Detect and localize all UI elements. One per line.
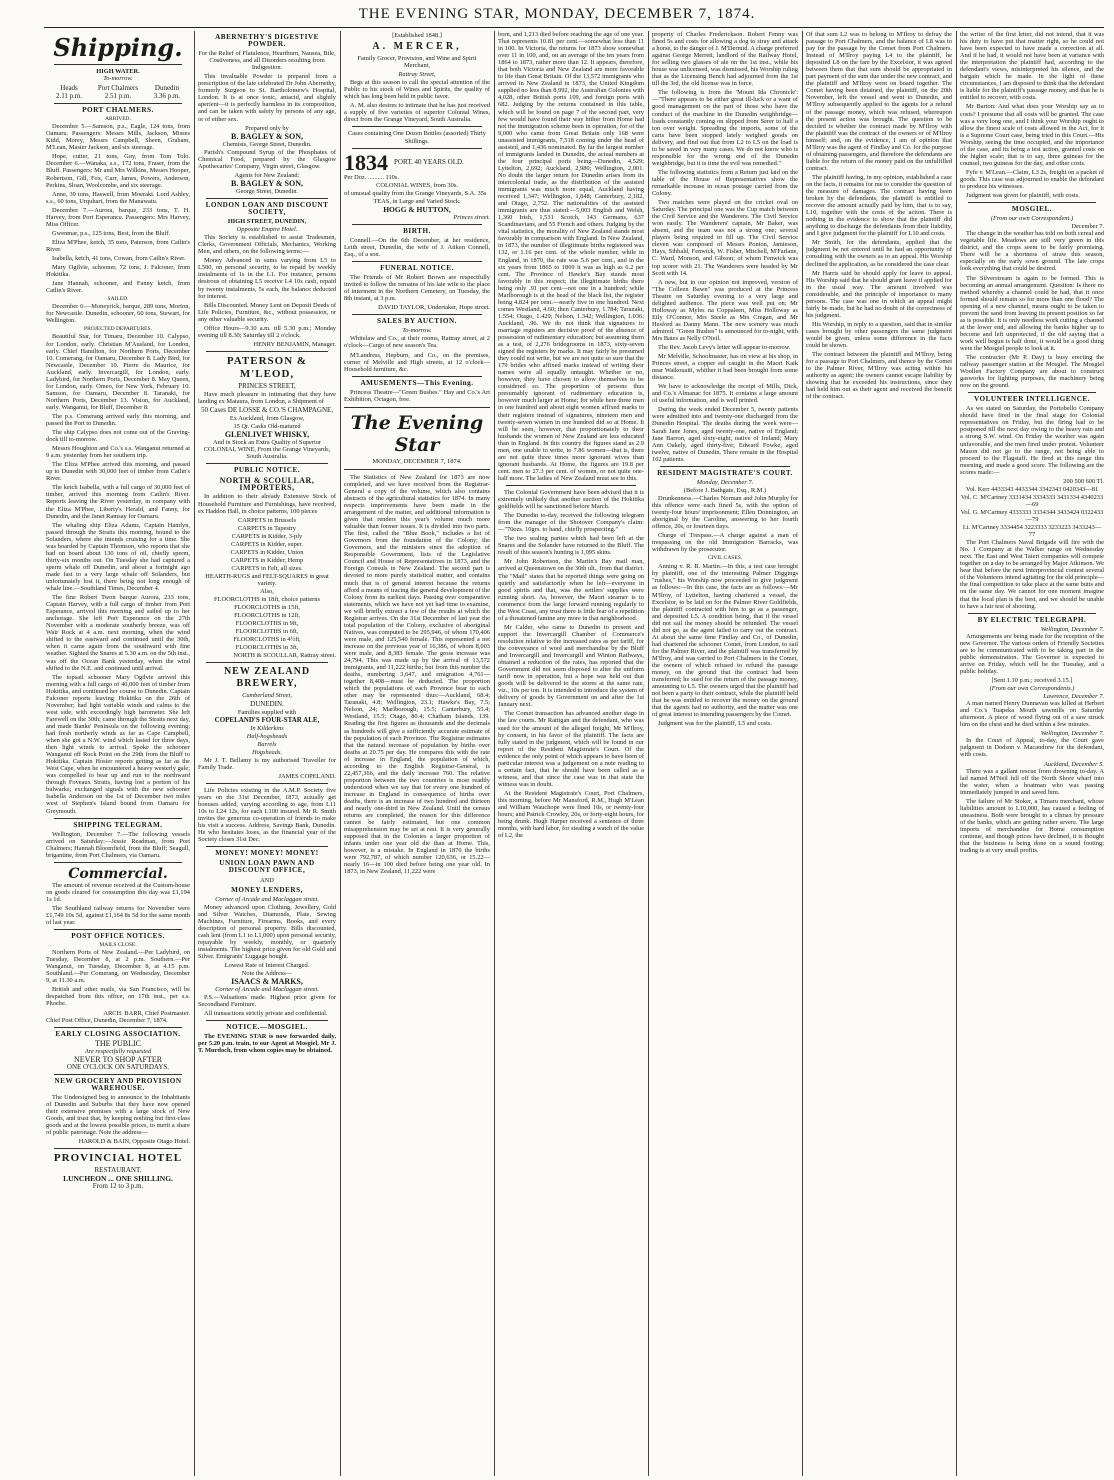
civil-text: Judgment was for the plaintiff, L5 and costs. [658, 720, 773, 728]
floorcloth-list [198, 596, 336, 651]
news-paragraph: The following statistics from a Return just laid on the table of the House of Representatives show the remarkable increase in ocean postage carried from the Colony. [652, 168, 798, 198]
sailed-text: December 6.—Moneyrick, barque, 289 tons, Morton, for Newcastle. Dunedin, schooner, 60 tons, Stewart, for Wellington. [46, 303, 190, 325]
civil-text: Anning v. R. B. Martin.—In this, a test case brought by plaintiff, one of the interesting Palmer Diggings "rushes," his Worship now proceeded to give judgment as follows:—In this case, the facts are as follows:—Mr M'Ilroy, of Lyttelton, having chartered a vessel, the Excelsior, to be laid on for the Palmer River Goldfields, the plaintiff contracted with him to go as a passenger, and deposited L5. A condition being, that if the vessel did not sail the money should be refunded. The vessel did not go, as the agent failed to carry out the contract. At about the same time Findlay and Co., of Dunedin, had chartered the schooner Comet, from London, to sail for the Palmer River, and the plaintiff was transferred by M'Ilroy, and was carried to Port Chalmers in the Comet, the owners of which refused to refund the passage money, on the ground that the contract had been transferred; he sued for the return of the passage money, amounting to L5. The owners urged that the plaintiff had not been a party to their contract, while the plaintiff held that he was entitled to recover the money on the ground that the agents had no authority, and the matter was one of great interest to intending passengers by the Comet. [652, 563, 798, 719]
news-paragraph: We have to acknowledge the receipt of Mills, Dick, and Co.'s Almanac for 1875. It contains a large amount of useful information, and is well printed. [652, 383, 798, 405]
postmaster-signature: ARCH. BARR, Chief Postmaster. [103, 1009, 190, 1017]
port-chalmers-heading: PORT CHALMERS. [82, 106, 154, 115]
public-notice-heading: PUBLIC NOTICE. [233, 466, 301, 475]
carpet-item: CARPETS in Kidder, super. [231, 540, 303, 548]
prepared-label: Prepared only by [245, 124, 289, 132]
mosgiel-notice-heading: NOTICE.—MOSGIEL. [226, 1023, 308, 1032]
score-row: Vol. Kerr 4433343 4433344 3342343 0420343—81 [965, 485, 1099, 493]
early-closing-line: ONE O'CLOCK ON SATURDAYS. [66, 1062, 170, 1071]
powder-text: This invaluable Powder is prepared from a prescription of the late celebrated Dr John Abernethy, formerly Surgeon to St. Bartholomew's Hospital, London. It is at once tonic, antacid, and slightly aperient—it is perfectly harmless in its composition, and can be taken with safety by persons of any age, or of either sex. [198, 73, 336, 123]
paterson-line: 15 Qr. Casks Old-matured [233, 423, 301, 431]
shipping-telegram-heading: SHIPPING TELEGRAM. [73, 820, 163, 829]
and-label: AND [260, 876, 274, 884]
loan-heading: LONDON LOAN AND DISCOUNT SOCIETY, [205, 200, 329, 217]
news-paragraph: The Rev. Jacob Levy's letter will appear to-morrow. [658, 344, 791, 352]
sales-text: M'Landress, Hepburn, and Co., on the premises, corner of Melville and High streets, at 12 o'clock—Household furniture, &c. [344, 351, 490, 373]
mercer-text: Begs at this season to call the special attention of the Public to his stock of Wines and Spirits, the quality of which has long been held in public favor. [344, 79, 490, 101]
bellamy-text: Mr J. T. Bellamy is my authorised Traveller for Family Trade. [198, 756, 336, 771]
masthead-rule [44, 27, 1104, 28]
union-heading: UNION LOAN PAWN AND DISCOUNT OFFICE, [219, 859, 315, 875]
volunteer-text: The Port Chalmers Naval Brigade will fire with the No. 1 Company at the Walker range on Wednesday next. The East and West Taieri companies will compete together on a day to be arranged by Major Atkinson. We hear that before the next Interprovincial contest several of the Volunteers intend agitating for the old principle—the final competition to take place at the same butts and on the same day. We cannot for one moment imagine that the local plan is the best, and we should be unable to have a fair test of shooting. [960, 539, 1104, 610]
funeral-text: The Friends of Mr Robert Brown are respectfully invited to follow the remains of his late wife to the place of interment in the Northern Cemetery, on Tuesday, the 8th instant, at 3 p.m. [344, 274, 490, 303]
court-paragraph: Judgment was given for plaintiff, with costs. [966, 192, 1080, 200]
volunteer-text: As we stated on Saturday, the Portobello Company should have fired in the final stage for Colonial representatives on Friday, but the firing had to be postponed till the next day owing to the heavy rain and a strong S.W. wind. On Friday the weather was again unfavorable, and the men fired under protest. Volunteer Mason did not go to the range, not being able to proceed to the Flagstaff. He fired at this range this morning, and made a good score. The following are the scores made:— [960, 405, 1104, 476]
tide-port: Port Chalmers 2.51 p.m. [97, 84, 139, 101]
telegram-received: [Sent 1.10 p.m.; received 3.15.] [991, 676, 1073, 684]
grocery-text: The Undersigned beg to announce to the Inhabitants of Dunedin and Suburbs that they have now opened their extensive premises with a large stock of New Goods, and trust that, by keeping nothing but first-class goods and at the lowest possible prices, to merit a share of public patronage. Note the address— [46, 1093, 190, 1137]
news-paragraph: Two matches were played on the cricket oval on Saturday. The principal one was the Cup match between the Civil Service and the Wanderers. The Civil Service won easily. The Wanderers' captain, Mr Baker, was absent, and the team was not a strong one; several players being required to fill up. The Civil Service eleven was composed of Messrs Ponton, Jamieson, Hays, Sibbald, Fenwick, W. Fisher, Mitchell, M'Farlane, C. Ward, Monson, and Gibson; of whom Fenwick was top scorer with 21. The Wanderers were headed by Mr Scott with 14. [652, 199, 798, 277]
sales-heading: SALES BY AUCTION. [377, 317, 457, 326]
shipping-note: The ketch Isabella, with a full cargo of 30,000 feet of timber, arrived this morning from Catlin's River. Reports leaving the River yesterday, in company with the Eliza M'Phee, Liberty's Herald, and Fanny, for Dunedin, and the Janet Ramsay for Oamaru. [46, 484, 190, 520]
unusual-quality: of unusual quality from the Grange Vineyards, S.A. 35s [344, 189, 487, 197]
news-paragraph: A new, but in our opinion not improved, version of "The Colleen Bawn" was produced at the Princess Theatre on Saturday evening to a very large and delighted audience. The piece was well put on; Mr Holloway as Myles na Coppaleen, Miss Holloway as Eily O'Connor, Mrs Steele as Mrs Cregan, and Mr Hesford as Danny Mann. The new scenery was much admired. "Green Bushes" is announced for to-night, with Mrs Bates as Nelly O'Neil. [652, 278, 798, 342]
news-paragraph: Mr John Robertson, the Martin's Bay mail man, arrived at Queenstown on the 30th ult., from that district. The "Mail" states that he reported things were going on quietly and satisfactorily when he left—everyone in good spirits and that, was the settlers' supplies were running short. As, however, the Maori steamer is to commence from the large forward running regularly to the West Coast, any trust there is little fear of a repetition of a threatened famine any more in that neighborhood. [498, 558, 644, 622]
bagley-address: Chemists, George Street, Dunedin. [222, 140, 312, 148]
news-paragraph: The Dunedin to-day, received the following telegram from the manager of the Shotover Company's claim:—"70ozs. 10grs. to hand, chiefly prospecting." [498, 512, 644, 534]
undertaker-signature: DAVID TAYLOR, Undertaker, Hope street. [378, 304, 490, 312]
telegraph-heading: BY ELECTRIC TELEGRAPH. [977, 615, 1087, 624]
news-paragraph: During the week ended December 5, twenty patients were admitted into and twenty-one discharged from the Dunedin Hospital. The deaths during the week were—Sarah Jane Jones, aged twenty-one, native of England; Jane Barron, aged sixty-eight, native of Ireland; Mary Ann Oakely, aged thirty-five; Edward Fowke, aged twelve, native of Dunedin. There remain in the Hospital 102 patients. [652, 406, 798, 463]
rmc-text: Charge of Trespass.—A charge against a man of trespassing on the old Immigration Barracks, was withdrawn by the prosecutor. [652, 532, 798, 554]
shipping-entry: Eliza M'Phee, ketch, 35 tons, Paterson, from Catlin's River. [46, 238, 190, 253]
paterson-text: And in Stock an Extra Quality of Superior COLONIAL WINE, From the Grange Vineyards, South Australia. [203, 439, 331, 461]
mercer-street: Rattray Street, [398, 71, 436, 79]
shipping-heading: Shipping. [53, 33, 183, 62]
brewery-text: Families supplied with [237, 708, 297, 716]
floorcloth-item: FLOORCLOTHS in 3ft, [235, 644, 299, 652]
telegram-dateline: Auckland, December 5. [1044, 760, 1104, 768]
sales-text: Whitelaw and Co., at their rooms, Rattray street, at 2 o'clock—Cargo of new season's Tea. [344, 335, 490, 350]
shipping-entry: December 7.—Aurora, barque, 233 tons, T. H. Harvey, from Port Esperance. Passengers: Mrs Harvey, Miss Officer. [46, 206, 190, 228]
column-rule [956, 31, 957, 1476]
court-paragraph: Fyfe v. M'Lean.—Claim, L3 2s, freight on a packet of goods. This case was adjourned to enable the defendant to produce his witnesses. [960, 168, 1104, 190]
telegram-dateline: Wellington, December 7. [1040, 625, 1104, 633]
score-row: Vol. C. M'Cartney 3331434 3334333 3431334 4340233—69 [960, 493, 1104, 508]
column-rule [494, 31, 495, 1476]
copeland-signature: JAMES COPELAND. [278, 772, 336, 780]
carpet-item: CARPETS in Tapestry [237, 524, 297, 532]
column-4 [498, 31, 644, 1476]
news-paragraph: At the Resident Magistrate's Court, Port Chalmers, this morning, before Mr Mansford, R.M., Hugh M'Lean and William Wauchope were fined 10s, or twenty-four hours; and Patrick Crowley, 20s, or forty-eight hours, for being drunk. Hugh Harper received a sentence of three months, with hard labor, for stealing a watch of the value of L2, the [498, 789, 644, 840]
column-3 [344, 31, 490, 1476]
leader-continued: born, and 1,213 died before reaching the age of one year. That represents 10.81 per cent.—somewhat less than 11 in 100. In Victoria, the returns for 1873 show somewhat over 11 in 100, and, on an average of the ten years from 1864 to 1873, rather more than 12. It appears, therefore, that both Victoria and New Zealand are more favorable to life than Great Britain. Of the 13,572 immigrants who arrived in New Zealand in 1873, the United Kingdom supplied no less than 8,992, the Australian Colonies with 4,028, other British ports 109, and foreign ports with 682. Judging by the returns contained in this table, which will be found on page 7 of the second part, very few would have found their way hither from Home had not the immigration scheme been in operation, for of the 9,000 who came from Great Britain only 168 were unassisted immigrants, 7,518 coming under the head of assisted, and 1,436 nominated. By far the largest number of immigrants landed in Dunedin, the actual numbers at the four principal ports being—Dunedin, 4,529; Lyttelton, 2,692; Auckland, 2,980; Wellington, 2,001. No doubt the larger return for Dunedin arises from its intercolonial trade, as the distribution of the assisted immigrants was much more equal, Auckland having received 1,347; Wellington, 1,848; Canterbury, 2,182, and Otago, 2,752. The nationalities of the assisted immigrants are thus stated:—5,003 English and Welsh, 1,360 Irish, 1,531 Scotch, 143 Germans, 637 Scandinavians, and 55 French and others. Judging by the vital statistics, the morality of New Zealand stands most favorably in comparison with England. In New Zealand, in 1873, the number of illegitimate births registered was 132, or 1.16 per cent. of the whole number, while in England, in 1870, the rate was 5.6 per cent., and in the six years from 1865 to 1869 it was as high as 6.2 per cent. The Province of Hawke's Bay stands most favorably in this respect; the illegitimate births there being only .91 per cent—not one in a hundred; while Marlborough is at the head of the black list, the register being 4.824 per cent.—nearly five in one hundred. Next comes Westland, 4.60; then Canterbury, 1.784; Taranaki, 1.554; Otago, 1.429; Nelson, 1.342; Wellington, 1.036; Auckland, .96. We do not think that signatures to marriage registers are decisive proof of the absence of possession of rudimentary education; but assuming them as a test, of 2,276 bridegrooms in 1873, sixty-seven signed the registers by marks. It may fairly be presumed they could not write, but we are not quite so sure that the 179 brides who affixed marks instead of writing their names were all equally untaught. Whether or no, however, they have chosen to allow themselves to be considered so. The proportion of persons thus presumably ignorant of rudimentary education is, however much larger at Home; for while here three men in one hundred and about eight women affixed marks to their registers instead of signatures, nineteen men and twenty-seven women in one hundred did so at Home. It will be seen, however, that proportionately to their husbands the women of New Zealand are less educated than in England. In this country the figures stand as 2.9 men, one unable to write, to 7.86 women—that is, there are not quite three times more ignorant wives than ignorant husbands. At Home, the figures are 19.8 per cent. men to 27.3 per cent. of women, or not quite one-half more. The ladies of New Zealand must see to this. [498, 31, 644, 482]
tide-table [46, 84, 190, 100]
projected-label: PROJECTED DEPARTURES. [84, 326, 152, 333]
telegram-text: The failure of Mr Stoker, a Timaru merchant, whose liabilities amount to L10,000, has caused a feeling of uneasiness. Both were brought to a climax by pressure of the banks, which are getting rather severe. The large imports of merchandise for Home consumption continue, and though prices have declined, it is thought that the business is being done on a sound footing; trading is at very small profits. [960, 797, 1104, 855]
shipping-note: The whaling ship Eliza Adams, Captain Hamlyn, passed through the Straits this morning, bound to the Solanders, where she intends cruising for a time. She was boarded by Captain Thomson, who reports that she had on board about 130 tons of oil, chiefly sperm, thirty-six months out. On Tuesday she had captured a sperm whale off Dunedin, and about a fortnight ago made fast to a very large whale off Solanders, but unfortunately lost it, there being not long enough of whale line.—Southland Times, December 4. [46, 521, 190, 593]
column-5 [652, 31, 798, 1476]
brewery-size: In Kilderkins [250, 724, 284, 732]
luncheon-time: From 12 to 3 p.m. [92, 1182, 144, 1191]
floorcloth-item: FLOORCLOTHS in 4½ft, [233, 636, 301, 644]
mosgiel-correspondent: (From our own Correspondent.) [990, 215, 1074, 223]
carpet-item: CARPETS in Kidder, 3-ply [231, 532, 303, 540]
port-ad [344, 149, 490, 175]
brewery-size: Half-hogsheads [246, 732, 288, 740]
high-water-heading: HIGH WATER. [96, 68, 140, 75]
loan-text: Money Advanced in sums varying from L5 to L500, on personal security, to be repaid by weekly instalments of 1s in the L1. For instance, persons desirous of obtaining L5 receive L4 10s cash, repaid by twenty instalments, 5s each, the balance deducted for interest. [198, 257, 336, 300]
money-lenders-heading: MONEY LENDERS, [231, 885, 303, 894]
loan-text: This Society is established to assist Tradesmen, Clerks, Government Officials, Mechanics, Working Men, and others, on the following terms:— [198, 234, 336, 256]
volunteer-heading: VOLUNTEER INTELLIGENCE. [974, 395, 1090, 404]
floorcloth-item: FLOORCLOTHS in 9ft, [235, 620, 299, 628]
sailed-label: SAILED. [107, 296, 129, 303]
carpet-item: CARPETS in Kidder, Union [230, 548, 304, 556]
column-rule [340, 31, 341, 1476]
floorcloth-item: FLOORCLOTHS in 6ft, [235, 628, 299, 636]
life-policy-text: Life Policies existing in the A.M.P. Society five years on the 31st December, 1873, actually get bonuses added, varying according to age, from L11 10s to L24 12s, for each L100 insured. Mr R. Smith invites the generous co-operation of friends to make his visit a success. Address, Savings Bank, Dunedin. He who hesitates loses, as the financial year of the Society closes 31st Dec. [198, 786, 336, 844]
arrived-label: ARRIVED. [105, 116, 131, 123]
amusements-text: Princess Theatre—"Green Bushes." Hay and Co.'s Art Exhibition, Octagon, free. [344, 388, 490, 403]
court-paragraph: The plaintiff having, in my opinion, established a case on the facts, it remains for me to consider the question of the measure of damages. The contract having been broken by the defendants, the plaintiff is entitled to recover the amount actually paid by him, that is to say, L10, together with the costs of the action. There is nothing in the evidence to show that the plaintiff did anything to discharge the defendants from their liability, and I give judgment for the plaintiff for L10 and costs. [806, 173, 952, 238]
brewery-city: DUNEDIN. [250, 699, 284, 708]
shipping-entry: Mary Ogilvie, schooner, 72 tons, J. Falconer, from Hokitika. [46, 264, 190, 279]
provincial-hotel-heading: PROVINCIAL HOTEL [53, 1152, 183, 1165]
column-rule [802, 31, 803, 1476]
north-heading: NORTH & SCOULLAR, IMPORTERS, [219, 476, 315, 493]
birth-text: Connell.—On the 6th December, at her residence, Leith street, Dunedin, the wife of J. Aitken Connell, Esq., of a son. [344, 236, 490, 258]
news-paragraph: The Colonial Government have been advised that it is extremely unlikely that another suction of the Hokitika goldfields will be sanctioned before March. [498, 489, 644, 511]
hogg-street: Princes street. [453, 213, 490, 221]
early-closing-line: NEVER TO SHOP AFTER [73, 1054, 163, 1064]
news-paragraph: property of Charles Frederickson. Robert Fenny was fined 5s and costs for allowing a dog to stray and attack a horse, to the danger of J. M'Dermid. A charge preferred against George Merrett, landlord of the Railway Hotel, for selling two glasses of ale on the 1st inst., while his house was unlicensed, was dismissed, his Worship ruling that as the Licensing Bench had adjourned from the 1st till the 3rd, the old license was in force. [652, 31, 798, 88]
commercial-text: The Southland railway returns for November were £1,749 10s 5d, against £1,164 8s 5d for the same month of last year. [46, 904, 190, 927]
per-dozen: Per Doz. .......... 110s. [344, 173, 399, 181]
tomorrow-label: To-morrow. [103, 75, 133, 83]
isaacs-name: ISAACS & MARKS, [231, 977, 303, 987]
carpet-item: CARPETS in Kidder, Hemp [230, 556, 304, 564]
paterson-heading: PATERSON & M'LEOD, [226, 354, 308, 380]
brewery-heading: NEW ZEALAND BREWERY, [223, 666, 311, 690]
news-paragraph: The two sealing parties which had been left at the Snares and the Solander have returned to the Bluff. The result of this season's hunting is 1,095 skins. [498, 535, 644, 557]
rmc-before: (Before J. Bathgate, Esq., R.M.) [683, 486, 767, 494]
rmc-date: Monday, December 7. [696, 478, 754, 486]
news-paragraph: The Comet transaction has advanced another stage in the law courts. Mr Rattigan and the defendant, who was sued for the amount of the alleged freight, Mr M'Ilroy, by consent, in his favor of the plaintiff. The facts are fully stated in the judgment, which will be found in our report of the Resident Magistrate's Court. Of the evidence the only point of which appears to have been of particular interest was a judgement on a note reading to a certain fact, that he should have been called as a witness, and that since the case was in that state the witness was in doubt. [498, 710, 644, 788]
isaacs-address: Corner of Arcade and Maclaggan street. [215, 986, 319, 994]
telegram-text: There was a gallant rescue from drowning to-day. A lad named M'Neil fell off the North Shore wharf into the water, when a boatman who was passing immediately jumped in and saved him. [960, 767, 1104, 796]
shipping-note: The p.s. Comerang arrived early this morning, and passed the Port to Dunedin. [46, 412, 190, 428]
telegram-text: A man named Henry Dunnavan was killed at Herbert and Co.'s Tuapeka Mouth sawmills on Saturday afternoon. A piece of wood flying out of a saw struck him on the chest and he died within a few minutes. [960, 700, 1104, 729]
port-year: 1834 [344, 149, 388, 175]
paterson-line: Ex Auckland, from Glasgow, [229, 415, 305, 423]
union-text: Money advanced upon Clothing, Jewellery, Gold and Silver Watches, Diamonds, Plate, Sewing Machines, Furniture, Firearms, Books, and every description of personal property. Bills discounted, cash lent (from L1 to L1,000) upon personal security, repayable by weekly, monthly, or quarterly instalments. The highest price given for old Gold and Silver. Emigrants' Luggage bought. [198, 903, 336, 960]
floorcloth-item: FLOORCLOTHS in 15ft, [234, 604, 300, 612]
mosgiel-date: December 7. [1071, 223, 1104, 231]
commercial-text: The amount of revenue received at the Custom-house on goods cleared for consumption this day was £1,194 1s 1d. [46, 881, 190, 903]
union-rate: Lowest Rate of Interest Charged. [224, 962, 310, 970]
brewery-street: Cumberland Street, [242, 692, 292, 700]
parish-text: Parish's Compound Syrup of the Phosphates of Chemical Food, prepared by the Glasgow Apothecaries' Company, Virgin street, Glasgow. [198, 148, 336, 170]
court-paragraph: The contract between the plaintiff and M'Ilroy, being for a passage to Port Chalmers, and thence by the Comet to the Palmer River, M'Ilroy was acting within his authority as agent; the owners cannot escape liability by showing that he exceeded his instructions, since they had held him out as their agent and received the benefit of the contract. [806, 351, 952, 401]
column-rule [194, 31, 195, 1476]
post-text: Northern Ports of New Zealand.—Per Ladybird, on Tuesday, December 8, at 2 p.m. Southern.—Per Wanganui, on Tuesday, December 8, at 4.15 p.m. Southland.—Per Comerang, on Wednesday, December 9, at 11.30 a.m. [46, 949, 190, 985]
evening-star-title: The Evening Star [350, 411, 484, 456]
sales-day: To-morrow. [402, 327, 432, 335]
powder-heading: ABERNETHY'S DIGESTIVE POWDER. [215, 33, 319, 49]
column-7 [960, 31, 1104, 1476]
agents-label: Agents for New Zealand: [234, 171, 300, 179]
bagley-address: George Street, Dunedin. [236, 187, 298, 195]
birth-heading: BIRTH. [403, 226, 431, 235]
paterson-line: 50 Cases DE LOSSE & CO.'S CHAMPAGNE, [200, 406, 334, 415]
also-label: Also, [260, 588, 274, 596]
carpet-list [198, 517, 336, 572]
score-row: Lt. M'Cartney 3334454 3223333 3233223 3433243—77 [962, 524, 1102, 539]
court-paragraph: Of that sum L2 was to belong to M'Ilroy to defray the passage to Port Chalmers, and the balance of L8 was to pay for the passage by the Comet from Port Chalmers. Instead of M'Ilroy paying L4 to the plaintiff, he deposited L8 on the fare by the Excelsior, it was agreed between them that that sum should be appropriated in part payment of the sum due under the new contract, and the plaintiff and M'Ilroy went on board together. The Comet having been detained, the plaintiff, on the 20th November, left the vessel and went to Dunedin, and M'Ilroy subsequently applied to the agents for a refund of the passage money, which was refused, whereupon the present action was brought. The question to be decided is whether the contract made by M'Ilroy with the plaintiff was the contract of the owners or of M'Ilroy himself; and, on the evidence, I am of opinion that M'Ilroy was the agent of Findlay and Co. for the purpose of obtaining passengers, and therefore the defendants are liable for the return of the money paid on the unfulfilled contract. [806, 31, 952, 172]
hearthrugs-line: HEARTH-RUGS and FELT-SQUARES in great variety. [205, 572, 329, 587]
ps-text: P.S.—Valuations made. Highest price given for Secondhand Furniture. [198, 994, 336, 1009]
mosgiel-text: The Silverstream is again to be formed. This is becoming an annual arrangement. Question: Is there no method whereby a channel could be had, that it once formed should remain so for more than one flood? The opening of a new channel, means ought to be taken to prevent the sand from leaving its present position so far as is possible. It is only needless work cutting a channel at the lower end, and allowing the banks higher up to become and left unprotected, if the old saying that a work well begun is half done, it would be a good thing were the Mosgiel people to look at it. [960, 274, 1104, 352]
carpet-item: CARPETS in Felt, all sizes. [231, 564, 303, 572]
evening-star-date: MONDAY, DECEMBER 7, 1874. [372, 457, 462, 465]
court-paragraph: Mr Smith, for the defendants, applied that the judgment be not entered until he had an opportunity of consulting with the owners as to an appeal. His Worship declined the application, as he considered the case clear. [806, 239, 952, 268]
carpet-item: CARPETS in Brussels [238, 516, 296, 524]
shipping-entry: Gwenmar, p.s., 125 tons, Best, from the Bluff. [52, 229, 171, 237]
shipping-note: The ship Calypso does not come out of the Graving-dock till to-morrow. [46, 429, 190, 444]
news-paragraph: The following is from the 'Mount Ida Chronicle':—"There appears to be either great ill-luck or a want of good management on the part of those who have the conduct of the machine in the Dunedin weighbridge—loads constantly coming on slipped from Serer to half a ton over weight. Spreading the imports, some of the carts have been stopped lately weighed goods on delivery, and find out that from L2 to L5 on the load is to be saved in very many cases. We do not know who is responsible for the wrong end of the Dunedin weighbridge, but it is time the evil was remedied." [652, 89, 798, 167]
rmc-text: Drunkenness.—Charles Norman and John Murphy for this offence were each fined 5s, with the option of twenty-four hours' imprisonment; Ellen Donnington, an aboriginal by the Caroline, answering to her fourth offence, 20s, or fourteen days. [652, 494, 798, 531]
masthead: THE EVENING STAR, MONDAY, DECEMBER 7, 1874. [358, 6, 756, 22]
loan-address: HIGH STREET, DUNEDIN, [227, 218, 307, 226]
rmc-heading: RESIDENT MAGISTRATE'S COURT. [657, 468, 793, 477]
scores-header: 200 500 600 Tl. [1063, 477, 1104, 485]
restaurant-label: RESTAURANT. [94, 1166, 142, 1175]
mercer-text: A. M. also desires to intimate that he has just received a supply of five varieties of superior Colonial Wines, direct from the Grange Vineyard, South Australia. [344, 102, 490, 124]
port-label: PORT. 40 YEARS OLD. [394, 158, 464, 167]
floorcloth-item: FLOORCLOTHS in 18ft, choice patterns [214, 596, 320, 604]
cases-line: Cases containing One Dozen Bottles (assorted) Thirty Shillings. [348, 130, 486, 145]
column-6 [806, 31, 952, 1476]
shipping-note: The Eliza M'Phee arrived this morning, and passed up to Dunedin with 30,000 feet of timber from Catlin's River. [46, 461, 190, 483]
scores-list [960, 486, 1104, 538]
early-closing-line: Are respectfully requested [84, 1047, 152, 1055]
mails-close-label: MAILS CLOSE. [99, 942, 137, 949]
court-paragraph: His Worship, in reply to a question, said that in similar cases brought by other passengers the same judgment would be given, unless some difference in the facts could be shown. [806, 320, 952, 350]
court-paragraph: Mr Barton: And what does your Worship say as to costs? I presume that all costs will be granted. The case was a very long one, and I think your Worship ought to allow the finest scale of costs allowed in the Act, for it is a Supreme Court case, being tried in this Court.—His Worship, seeing the time occupied, and the importance of the case, and its being a test action, granted costs on the higher scale; that is to say, three guineas for the counsel, two guineas for the day, and other costs. [960, 103, 1104, 167]
column-rule [648, 31, 649, 1476]
post-office-heading: POST OFFICE NOTICES. [71, 932, 165, 941]
leader-article: The Statistics of New Zealand for 1873 are now completed, and we have received from the Registrar-General a copy of the volume, which also contains abstracts of the agricultural statistics for 1874. In many respects improvements have been made in the arrangement of the matter, and additional information is given that renders this year's volume much more valuable than former issues. It is divided into two parts. The first, called the "Blue Book," includes a list of Governors from the foundation of the Colony; the Governors, and the ministers since the adoption of Responsible Government, lists of the Legislative Council and House of Representatives in 1873, and the Foreign Consuls in New Zealand. The second part is devoted to more purely statistical matter, and contains much that is of general interest because the returns afford a means of tracing the general development of the Colony from its earliest days. Passing over comparative statements, which we have not yet had time to examine, we will briefly extract a few of the results at which the Registrar arrives. On the 31st December of last year the total population of the Colony, exclusive of aboriginal Natives, was computed to be 295,946, of whom 170,406 were male, and 125,540 female. This represented a net increase on the previous year of 16,386, of whom 8,003 were male, and 8,383 female. The gross increase was 24,794. This was made up by the arrival of 13,572 immigrants, and 11,222 births; but from this number the deaths, numbering 3,647, and emigration 4,761—together 8,408—must be deducted. The proportion which the populations of each Province bear to each other may be represented thus:—Auckland, 68.4; Taranaki, 4.8; Wellington, 23.1; Hawke's Bay, 7.5; Nelson, 24; Marlborough, 15.5; Canterbury, 55.4; Westland, 15.5; Otago, 80.4; Chatham Islands, 139. Reading the first figures as thousands and the decimals as hundreds will give a sufficiently accurate estimate of the population of each Province. The Registrar estimates that the natural increase of population by births over deaths at 20.75 per day. He compares this with the rate of increase in England, the population of which, according to the English Registrar-General, is 22,457,366, and the daily increase 760. The relative proportion between the two countries is most readily understood when we say that for every one hundred of increase in England in consequence of births over deaths, there is an increase of two hundred and thirteen and nearly one-third in New Zealand. Until the census returns are completed, the reason for this difference cannot be fairly estimated, but one common misapprehension may be set at rest. It is very generally supposed that in the Colonies a larger proportion of infants under one year old die than at Home. This, however, is a mistake. In England in 1870 the births were 792,787, of which number 120,636, or 15.22—nearly 16—in 100 died before being one year old. In 1873, in New Zealand, 11,222 were [344, 473, 490, 876]
union-address: Corner of Arcade and Maclaggan street. [215, 895, 319, 903]
arrived-text: December 5.—Samson, p.s., Eagle, 124 tons, from Oamaru. Passengers: Messrs Mills, Jackson, Misses Kidd, Morey, Messrs Campbell, Sheen, Graham, M'Lean, Master Jackson, and six steerage. [46, 123, 190, 152]
news-paragraph: Mr Melville, Schoolmaster, has on view at his shop, in Princes street, a copper eel caught in the Maori Kaik near Waikouaiti, whither it had been brought from some distance. [652, 353, 798, 382]
amusements-heading: AMUSEMENTS—This Evening. [360, 378, 474, 387]
telegram-correspondents: (From our own Correspondents.) [989, 685, 1075, 693]
civil-cases-label: CIVIL CASES. [707, 555, 743, 562]
tide-dunedin: Dunedin 3.36 p.m. [153, 84, 181, 101]
projected-text: Beautiful Star, for Timaru, December 10. Calypso, for London, early. Christian M'Ausland, for London, early. Chief Hamilton, for Northern Ports, December 10. Comerang, for Oamaru, December 8. Lady Bird, for Newcastle, December 10. Pierre du Maurice, for Auckland, early. Invercargill, for London, early. Ladybird, for Northern Ports, December 8. May Queen, for London, early. Omeo, for New York, February 10. Samson, for Oamaru, December 8. Taranaki, for Northern Ports, December 13. Vision, for Auckland, early. Wanganui, for Bluff, December 8. [46, 333, 190, 411]
telegram-text: Wellington, December 7.—The following vessels arrived on Saturday:—Jessie Readman, from Port Chalmers; Hannah Bloomfield, from the Bluff; Seagull, brigantine, from Port Chalmers, via Oamaru. [46, 830, 190, 859]
mosgiel-text: The contractor (Mr P. Day) is busy erecting the railway passenger station at the Mosgiel. The Mosgiel Woollen Factory Company are about to construct gasworks for lighting purposes, the machinery being now on the ground. [960, 354, 1104, 390]
telegram-dateline: Lawrence, December 7. [1043, 693, 1104, 701]
established-label: [Established 1848.] [392, 32, 442, 39]
early-closing-heading: EARLY CLOSING ASSOCIATION. [55, 1029, 181, 1038]
bagley-name: B. BAGLEY & SON, [231, 131, 303, 141]
tide-heads: Heads 2.11 p.m. [55, 84, 83, 101]
note-address: Note the Address— [241, 970, 293, 978]
column-1 [46, 31, 190, 1476]
shipping-note: Messrs Houghton and Co.'s s.s. Wanganui returned at 9 a.m. yesterday from her southern trip. [46, 445, 190, 460]
mercer-heading: A. MERCER, [372, 41, 462, 53]
telegram-dateline: Wellington, December 7. [1040, 730, 1104, 738]
mosgiel-text: The change in the weather has told on both cereal and vegetable life. Meadows are still very green in this district, and the crops seem to be fairly promising. There will be a shortness of straw this season, especially on the early sown ground. The late crops look everything that could be desired. [960, 230, 1104, 273]
column-2 [198, 31, 336, 1476]
funeral-heading: FUNERAL NOTICE. [380, 264, 454, 273]
loan-opposite: Opposite Empire Hotel. [236, 226, 298, 234]
news-paragraph: Mr Calder, who came to Dunedin to present and support the Invercargill Chamber of Commerce's resolution relative to the increased rates as per tariff, for the conveyance of wool and merchandise by the Bluff and Invercargill and Invercargill and Winton Railways, obtained a reduction of the rates, has reported that the Government did not seem disposed to alter the uniform tariff now in operation, but a hope was held out that goods will be delivered to the stores at the same rate, viz., 10s per ton. It is intended to introduce the system of delivery of goods by Government on and after the 1st January next. [498, 623, 644, 709]
grocery-heading: NEW GROCERY AND PROVISION WAREHOUSE. [54, 1076, 182, 1092]
copeland-ale: COPELAND'S FOUR-STAR ALE, [214, 715, 320, 724]
divider [54, 64, 182, 65]
north-signature: NORTH & SCOULLAR, Rattray street. [233, 652, 336, 660]
loan-text: Bills Discounted. Money Lent on Deposit Deeds of Life Policies, Furniture, &c., without possession, or any other valuable security. [198, 301, 336, 323]
paterson-address: PRINCES STREET, [238, 381, 296, 390]
north-text: In addition to their already Extensive Stock of Household Furniture and Furnishings, have received, ex Haddon Hall, in choice patterns, 100 pieces [198, 493, 336, 515]
brewery-size: Barrels [257, 740, 277, 748]
mosgiel-notice-text: The EVENING STAR is now forwarded daily, per 5.20 p.m. train, to our Agent at Mosgiel, Mr J. T. Murdoch, from whom copies may be obtained. [198, 1033, 336, 1055]
luncheon-line: LUNCHEON ... ONE SHILLING. [63, 1174, 173, 1184]
commercial-heading: Commercial. [68, 865, 168, 882]
money-heading: MONEY! MONEY! MONEY! [215, 849, 319, 858]
bagley-name: B. BAGLEY & SON, [231, 178, 303, 188]
transactions-text: All transactions strictly private and confidential. [204, 1010, 328, 1018]
shipping-entry: Hope, cutter, 21 tons, Guy, from Tom Tolo. December 6.—Wanaka, s.s., 172 tons, Fraser, from the Bluff. Passengers: Mr and Mrs Wilkins, Messrs Hooper, Robertson, Gill, Fox, Carr, James, Powers, Anderson, Perkins, Sloan, Woolcombe, and six steerage. [46, 153, 190, 189]
hogg-name: HOGG & HUTTON, [383, 204, 451, 214]
court-paragraph: the writer of the first letter, did not intend, that it was his duty to have put that matter right, so he could not have been expected to have made a correction at all. And if he had, it would not have been at variance with the interpretation the plaintiff had, according to the defendant's views, misinterpreted his silence, and the bargain which he made. In the light of these circumstances, I am disposed to think that the defendant is liable for the plaintiff's passage money, and that he is entitled to recover, with costs. [960, 31, 1104, 102]
shipping-entry: Isabella, ketch, 41 tons, Cowan, from Catlin's River. [52, 254, 186, 262]
telegram-text: Arrangements are being made for the reception of the new Governor. The various orders of Friendly Societies are to be communicated with to be taking part in the public demonstration. The Governor is expected to arrive on Friday, which will be the Tuesday, and a public holiday. [960, 632, 1104, 675]
post-text: British and other mails, via San Francisco, will be despatched from this office, on 17th inst., per s.s. Phoebe. [46, 986, 190, 1008]
brewery-size: Hogsheads. [252, 748, 282, 756]
mosgiel-heading: MOSGIEL. [1011, 205, 1053, 214]
shipping-entry: Anne, 39 tons, Haswell, from Moeraki. Lord Ashley, s.s., 60 tons, Urquhart, from the Manawatu. [46, 190, 190, 205]
powder-subtitle: For the Relief of Flatulence, Heartburn, Nausea, Bile, Costiveness, and all Disorders resulting from Indigestion. [198, 50, 336, 72]
floorcloth-item: FLOORCLOTHS in 12ft, [234, 612, 300, 620]
shipping-entry: Jane Hannah, schooner, and Fanny ketch, from Catlin's River. [46, 280, 190, 295]
paterson-line: GLENLIVET WHISKY, [224, 430, 310, 440]
mercer-subtitle: Family Grocer, Provision, and Wine and Spirit Merchant, [357, 55, 477, 70]
shipping-note: The topsail schooner Mary Ogilvie arrived this morning with a full cargo of 40,000 feet of timber from Hokitika, and continued her course to Dunedin. Captain Falconer reports leaving Hokitika on the 26th of November; had light variable winds and calms to the west side, with exceedingly high barometer. She left Farewell on the 30th; came through the Straits next day, and made Banks' Peninsula on the following evening; had fresh northerly winds as far as Cape Campbell, when she got a N.W. wind which lasted for three days, then light winds to arrival. Spoke the schooner Wanganui off Rock Point on the 29th from the Bluff to Hokitika. Captain Hosier reports getting as far as the West Cape, when he encountered a heavy westerly gale; was compelled to bear up and run to the northward through Foveaux Straits, having lost a portion of his bulwarks; exchanged signals with the new schooner Isabella Anderson on the 1st of December two miles west of Stephen's Island bound from Oamaru for Greymouth. [46, 673, 190, 815]
grocery-signature: HAROLD & BAIN, Opposite Otago Hotel. [78, 1138, 190, 1146]
telegram-text: In the Court of Appeal, to-day, the Court gave judgment in Dodson v. Macandrew for the defendant, with costs. [960, 737, 1104, 759]
early-closing-line: THE PUBLIC [95, 1038, 141, 1048]
court-paragraph: Mr Harris said he should apply for leave to appeal. His Worship said that he should grant leave if applied for in the usual way. The amount involved was considerable, and the principle of importance to many persons. The case was one in which an appeal might fairly be made, but he had no doubt of the correctness of his judgment. [806, 269, 952, 319]
post-footer: Chief Post Office, Dunedin, December 7, 1874. [46, 1016, 168, 1024]
shipping-note: The fine Robert Twon barque Aurora, 233 tons, Captain Harvey, with a full cargo of timber from Port Esperance, arrived this morning and sailed up to her anchorage. She left Port Esperance on the 27th November with a moderate southerly breeze, was off Wair Rock at 4 a.m. next morning, when the wind shifted to the eastward and continued until the 30th, when it came again from the southward with fine weather. Sighted the Snares at 5.30 a.m. on the 5th inst., was off the Ocean Bank yesterday, when the wind shifted to the N.E. and continued until arrival. [46, 594, 190, 672]
teas-line: TEAS, in Large and Varied Stock. [373, 197, 461, 205]
loan-hours: Office Hours—9.30 a.m. till 5.30 p.m.; Monday evening till 8.30; Saturday till 2 o'clock. [198, 324, 336, 339]
paterson-text: Have much pleasure in intimating that they have landing ex Mataura, from London, a Shipment of [198, 390, 336, 405]
score-row: Vol. G. M'Cartney 4333333 3334344 3433424 0322433—79 [960, 508, 1104, 523]
colonial-wines: COLONIAL WINES, from 30s. [376, 181, 458, 189]
loan-signature: HENRY BENJAMIN, Manager. [253, 340, 336, 348]
